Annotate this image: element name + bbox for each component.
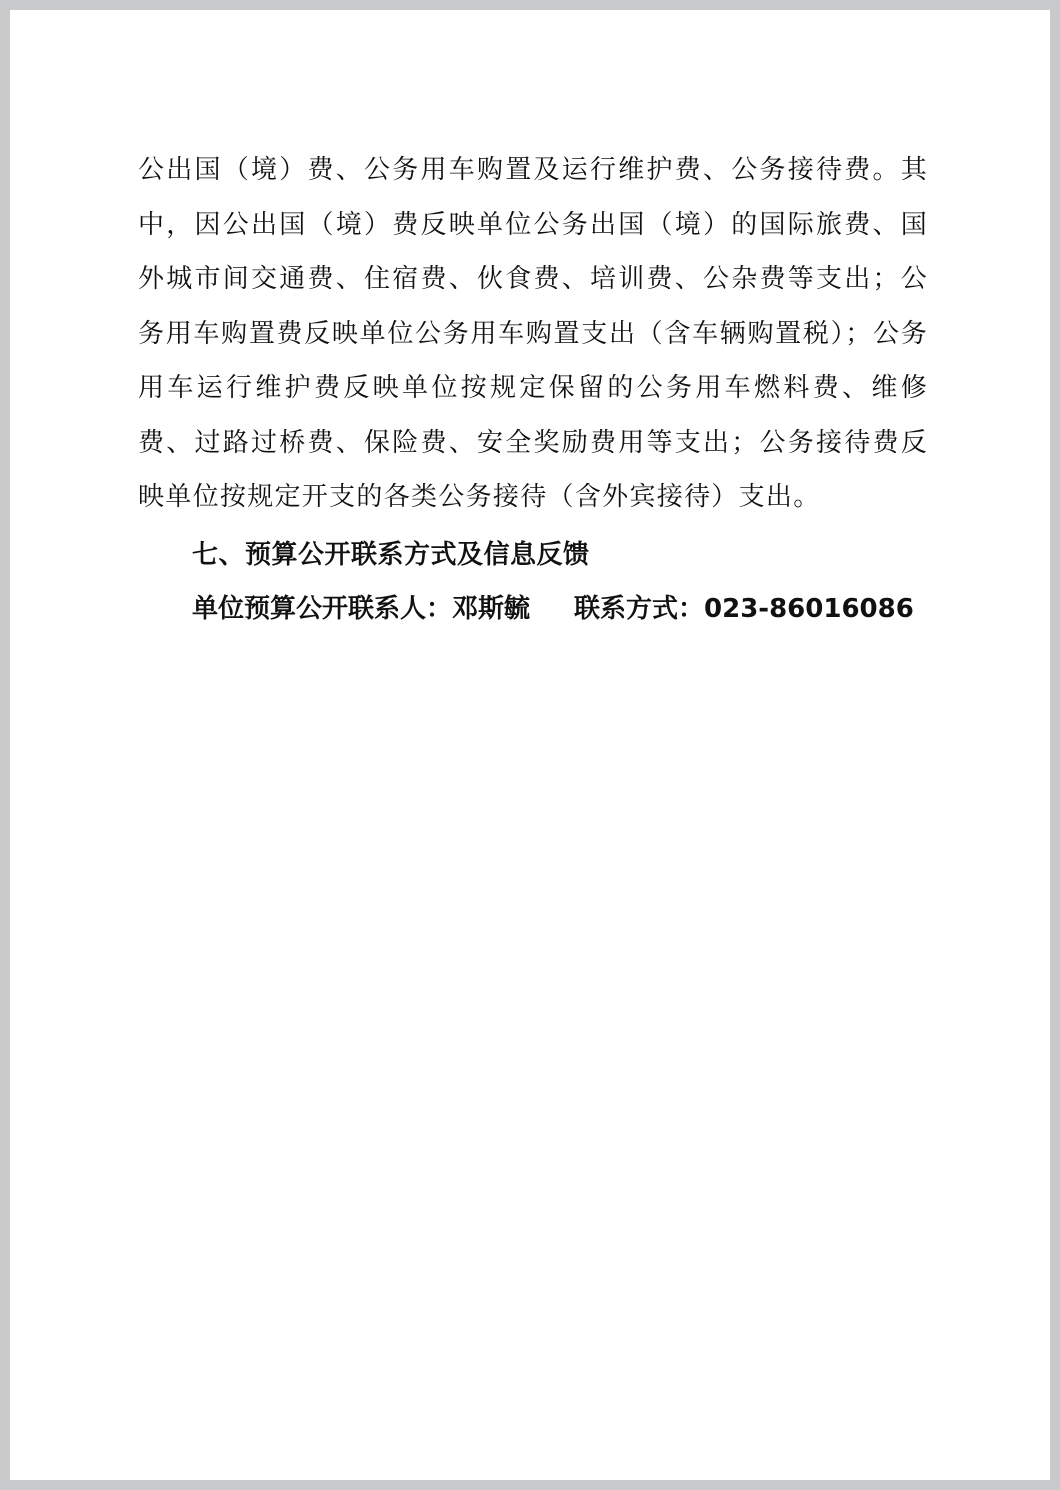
document-page — [10, 10, 1050, 1480]
contact-person: 单位预算公开联系人：邓斯毓 — [192, 594, 531, 624]
contact-line — [192, 582, 932, 636]
contact-phone: 联系方式：023-86016086 — [574, 594, 914, 624]
section-heading: 七、预算公开联系方式及信息反馈 — [192, 540, 590, 570]
expense-explanation-paragraph: 公出国（境）费、公务用车购置及运行维护费、公务接待费。其中，因公出国（境）费反映单位公务出国（境）的国际旅费、国外城市间交通费、住宿费、伙食费、培训费、公杂费等支出；公务用车购置费反映单位公务用车购置支出（含车辆购置税）；公务用车运行维护费反映单位按规定保留的公务用车燃料费、维修费、过路过桥费、保险费、安全奖励费用等支出；公务接待费反映单位按规定开支的各类公务接待（含外宾接待）支出。 — [138, 155, 928, 512]
